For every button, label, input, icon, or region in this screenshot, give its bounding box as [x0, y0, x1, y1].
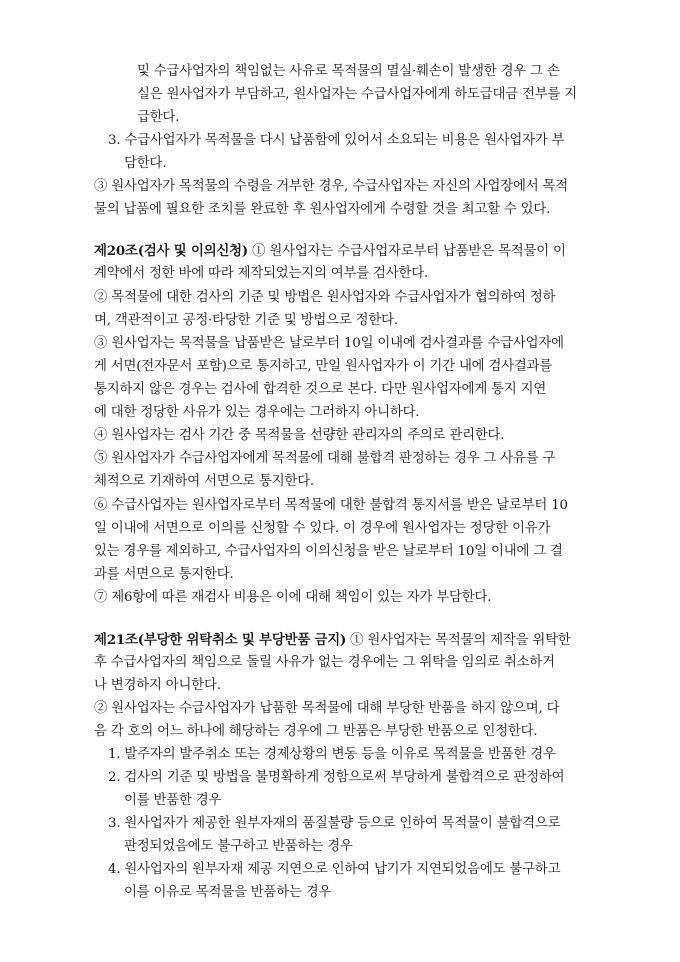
text-line: 물의 납품에 필요한 조치를 완료한 후 원사업자에게 수령할 것을 최고할 수 있다.	[94, 202, 551, 217]
text-line: 과를 서면으로 통지한다.	[94, 567, 234, 582]
article-20-title: 제20조(검사 및 이의신청)	[94, 243, 249, 259]
paragraph: ⑦ 제6항에 따른 재검사 비용은 이에 대해 책임이 있는 자가 부담한다.	[94, 590, 492, 605]
text-line: 판정되었음에도 불구하고 반품하는 경우	[124, 839, 353, 854]
paragraph: ③ 원사업자는 목적물을 납품받은 날로부터 10일 이내에 검사결과를 수급사업자에	[94, 336, 564, 351]
text-line: 계약에서 정한 바에 따라 제작되었는지의 여부를 검사한다.	[94, 266, 429, 281]
paragraph: ③ 원사업자가 목적물의 수령을 거부한 경우, 수급사업자는 자신의 사업장에서 목적	[94, 179, 569, 194]
text-line: 음 각 호의 어느 하나에 해당하는 경우에 그 반품은 부당한 반품으로 인정한다.	[94, 724, 538, 739]
text-line: 며, 객관적이고 공정·타당한 기준 및 방법으로 정한다.	[94, 313, 398, 328]
paragraph: ⑥ 수급사업자는 원사업자로부터 목적물에 대한 불합격 통지서를 받은 날로부터 10	[94, 498, 568, 513]
text-line: 실은 원사업자가 부담하고, 원사업자는 수급사업자에게 하도급대금 전부를 지	[137, 87, 577, 102]
list-item: 3. 수급사업자가 목적물을 다시 납품함에 있어서 소요되는 비용은 원사업자가 부	[108, 133, 565, 148]
paragraph: ④ 원사업자는 검사 기간 중 목적물을 선량한 관리자의 주의로 관리한다.	[94, 428, 505, 443]
text-line: ① 원사업자는 목적물의 제작을 위탁한	[346, 633, 571, 648]
paragraph: ② 목적물에 대한 검사의 기준 및 방법은 원사업자와 수급사업자가 협의하여 정하	[94, 290, 556, 305]
list-item: 1. 발주자의 발주취소 또는 경제상황의 변동 등을 이유로 목적물을 반품한 경우	[108, 747, 556, 762]
text-line: 및 수급사업자의 책임없는 사유로 목적물의 멸실·훼손이 발생한 경우 그 손	[137, 64, 560, 79]
paragraph: ⑤ 원사업자가 수급사업자에게 목적물에 대해 불합격 판정하는 경우 그 사유를 구	[94, 451, 556, 466]
list-item: 2. 검사의 기준 및 방법을 불명확하게 정함으로써 부당하게 불합격으로 판정하여	[108, 770, 565, 785]
text-line: 일 이내에 서면으로 이의를 신청할 수 있다. 이 경우에 원사업자는 정당한 이유가	[94, 521, 551, 536]
article-21-title: 제21조(부당한 위탁취소 및 부당반품 금지)	[94, 632, 347, 648]
article-20-first-line	[94, 241, 566, 262]
text-line: 체적으로 기재하여 서면으로 통지한다.	[94, 474, 314, 489]
list-item: 3. 원사업자가 제공한 원부자재의 품질불량 등으로 인하여 목적물이 불합격으로	[108, 816, 561, 831]
text-line: 후 수급사업자의 책임으로 돌릴 사유가 없는 경우에는 그 위탁을 임의로 취소하거	[94, 655, 555, 670]
text-line: 있는 경우를 제외하고, 수급사업자의 이의신청을 받은 날로부터 10일 이내에 그 결	[94, 544, 563, 559]
article-21-first-line	[94, 630, 571, 651]
text-line: ① 원사업자는 수급사업자로부터 납품받은 목적물이 이	[248, 244, 566, 259]
text-line: 이를 이유로 목적물을 반품하는 경우	[124, 885, 332, 900]
paragraph: ② 원사업자는 수급사업자가 납품한 목적물에 대해 부당한 반품을 하지 않으며, 다	[94, 701, 560, 716]
text-line: 나 변경하지 아니한다.	[94, 678, 221, 693]
text-line: 담한다.	[124, 156, 167, 171]
text-line: 게 서면(전자문서 포함)으로 통지하고, 만일 원사업자가 이 기간 내에 검사결과를	[94, 359, 553, 374]
text-line: 이를 반품한 경우	[124, 793, 222, 808]
list-item: 4. 원사업자의 원부자재 제공 지연으로 인하여 납기가 지연되었음에도 불구하고	[108, 862, 561, 877]
text-line: 통지하지 않은 경우는 검사에 합격한 것으로 본다. 다만 원사업자에게 통지 지연	[94, 382, 547, 397]
text-line: 에 대한 정당한 사유가 있는 경우에는 그러하지 아니하다.	[94, 405, 420, 420]
text-line: 급한다.	[137, 110, 180, 125]
